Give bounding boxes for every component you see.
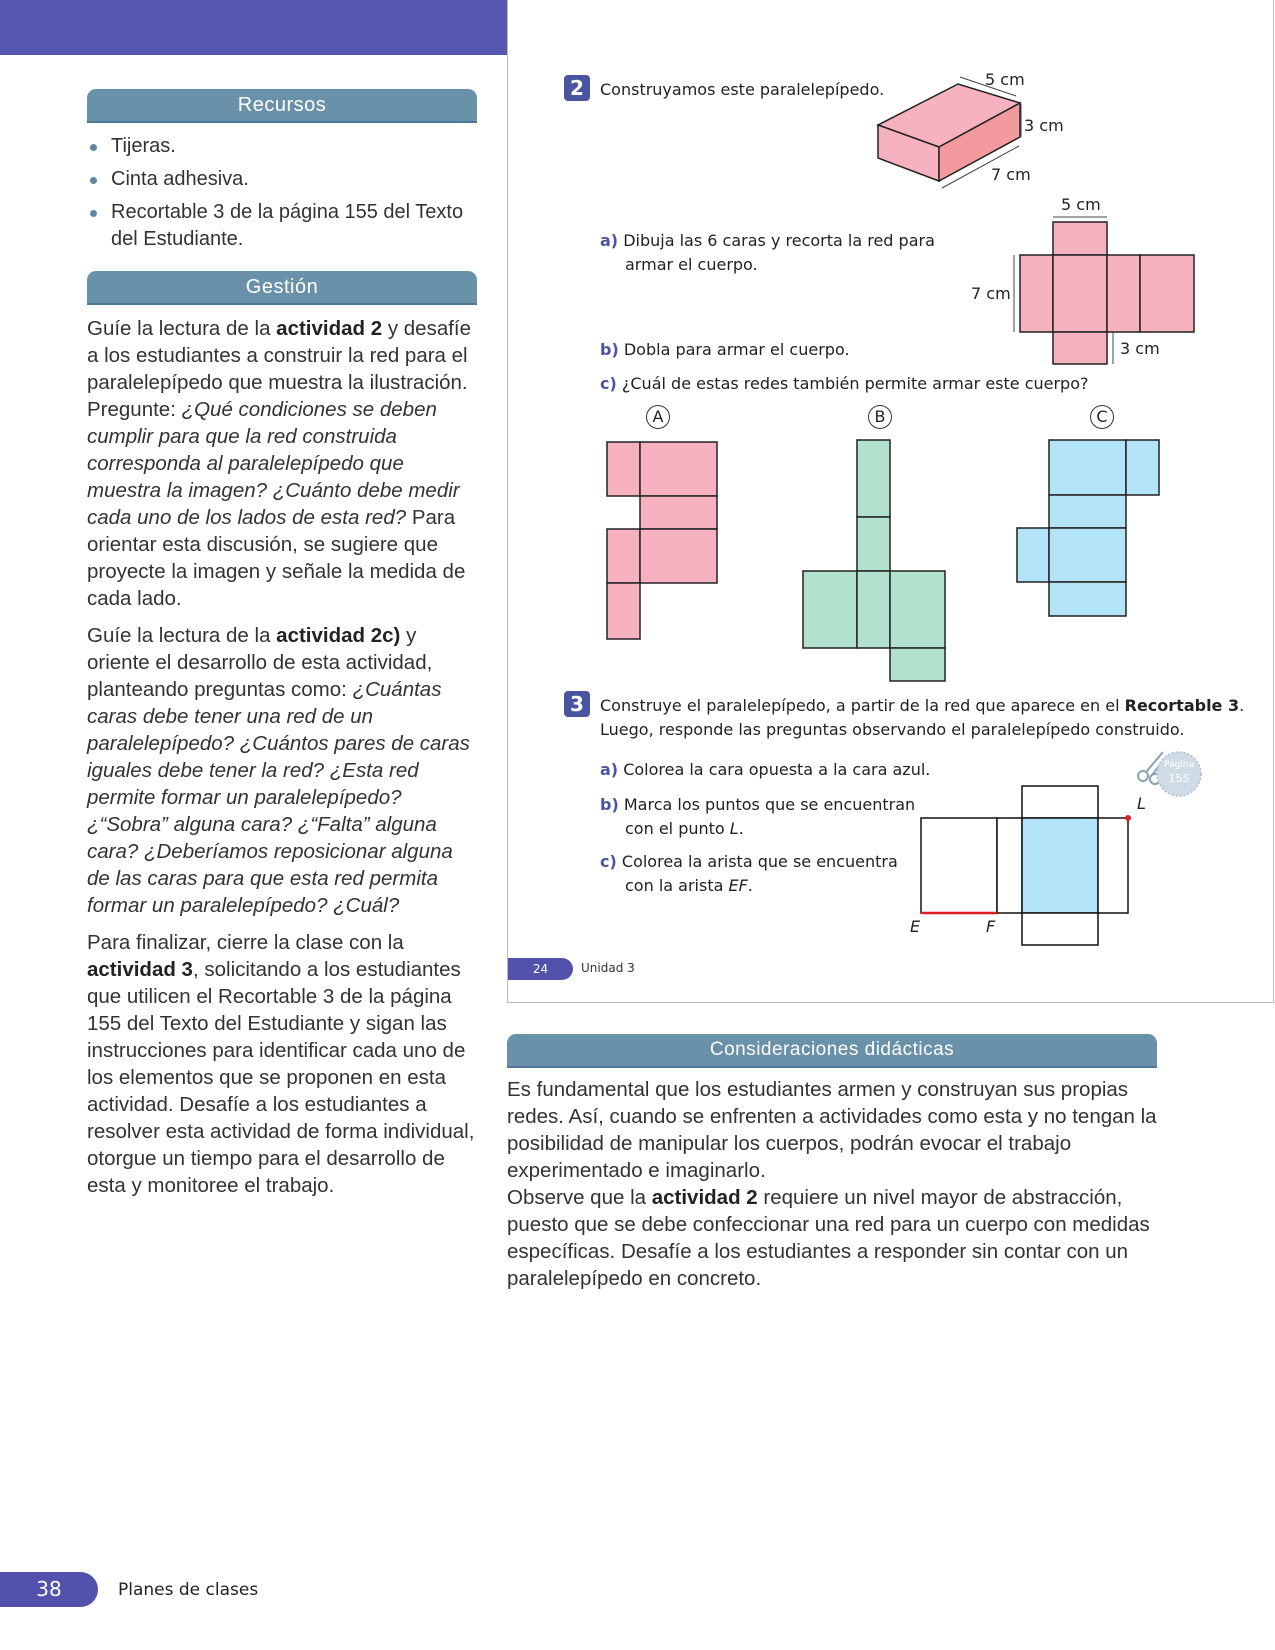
- consideraciones-section: [507, 1034, 1157, 1292]
- activity-2a: a) Dibuja las 6 caras y recorta la red para: [600, 231, 935, 250]
- student-page-thumbnail: [507, 0, 1274, 1003]
- net-dim-top: 5 cm: [1061, 195, 1101, 214]
- consideraciones-header: Consideraciones didácticas: [507, 1034, 1157, 1068]
- activity-2a-cont: armar el cuerpo.: [625, 255, 758, 274]
- box-dim-top: 5 cm: [985, 70, 1025, 89]
- consideraciones-paragraph-1: Es fundamental que los estudiantes armen y construyan sus propias redes. Así, cuando se enfrenten a actividades como esta y no tengan la posibilidad de manipular los cuerpos, podrán evocar el trabajo experimentado e imaginarlo.: [507, 1078, 1157, 1182]
- net-dim-right: 3 cm: [1120, 339, 1160, 358]
- list-item: Tijeras.: [87, 133, 477, 160]
- box-dim-right: 3 cm: [1024, 116, 1064, 135]
- student-page-number: 24: [508, 958, 573, 980]
- net-dim-left: 7 cm: [971, 284, 1011, 303]
- top-color-bar: [0, 0, 507, 55]
- label-l: L: [1137, 794, 1146, 813]
- activity-3b-cont: con el punto L.: [625, 819, 744, 838]
- consideraciones-paragraph-2: Observe que la actividad 2 requiere un nivel mayor de abstracción, puesto que se debe confeccionar una red para un cuerpo con medidas específicas. Desafíe a los estudiantes a responder sin contar con un paralelepípedo en concreto.: [507, 1186, 1150, 1290]
- activity-2-number: 2: [564, 75, 590, 101]
- activity-3c: c) Colorea la arista que se encuentra: [600, 852, 898, 871]
- activity-3a: a) Colorea la cara opuesta a la cara azul.: [600, 760, 931, 779]
- activity-3b: b) Marca los puntos que se encuentran: [600, 795, 916, 814]
- activity-3-net: [508, 0, 1275, 1000]
- recursos-list: [87, 133, 477, 253]
- gestion-paragraph-1: Guíe la lectura de la actividad 2 y desafíe a los estudiantes a construir la red para el paralelepípedo que muestra la ilustración. Pregunte: ¿Qué condiciones se deben cumplir para que la red construida corresponda al paralelepípedo que muestra la imagen? ¿Cuánto debe medir cada uno de los lados de esta red? Para orientar esta discusión, se sugiere que proyecte la imagen y señale la medida de cada lado.: [87, 317, 472, 610]
- option-b-label: B: [868, 405, 892, 429]
- recursos-header: Recursos: [87, 89, 477, 123]
- left-column: [87, 89, 477, 1199]
- gestion-header: Gestión: [87, 271, 477, 305]
- label-f: F: [986, 917, 996, 936]
- student-page-unit: Unidad 3: [581, 961, 635, 975]
- footer-label: Planes de clases: [118, 1580, 259, 1600]
- stamp-label: Página: [1164, 760, 1194, 770]
- activity-3c-cont: con la arista EF.: [625, 876, 753, 895]
- label-e: E: [910, 917, 921, 936]
- box-dim-bottom: 7 cm: [991, 165, 1031, 184]
- option-c-label: C: [1090, 405, 1114, 429]
- point-l: [1125, 815, 1131, 821]
- activity-2b: b) Dobla para armar el cuerpo.: [600, 340, 850, 359]
- list-item: Recortable 3 de la página 155 del Texto del Estudiante.: [87, 199, 477, 253]
- option-a-label: A: [646, 405, 670, 429]
- activity-2-title: Construyamos este paralelepípedo.: [600, 80, 885, 99]
- gestion-paragraph-3: Para finalizar, cierre la clase con la actividad 3, solicitando a los estudiantes que utilicen el Recortable 3 de la página 155 del Texto del Estudiante y sigan las instrucciones para identificar cada uno de los elementos que se proponen en esta actividad. Desafíe a los estudiantes a resolver esta actividad de forma individual, otorgue un tiempo para el desarrollo de esta y monitoree el trabajo.: [87, 931, 475, 1197]
- page-number: 38: [0, 1572, 98, 1607]
- list-item: Cinta adhesiva.: [87, 166, 477, 193]
- activity-3-line2: Luego, responde las preguntas observando el paralelepípedo construido.: [600, 720, 1185, 739]
- stamp-number: 155: [1168, 772, 1190, 785]
- activity-3-line1: Construye el paralelepípedo, a partir de la red que aparece en el Recortable 3.: [600, 696, 1245, 715]
- gestion-paragraph-2: Guíe la lectura de la actividad 2c) y oriente el desarrollo de esta actividad, planteando preguntas como: ¿Cuántas caras debe tener una red de un paralelepípedo? ¿Cuántos pares de caras iguales debe tener la red? ¿Esta red permite formar un paralelepípedo? ¿“Sobra” alguna cara? ¿“Falta” alguna cara? ¿Deberíamos reposicionar alguna de las caras para que esta red permita formar un paralelepípedo? ¿Cuál?: [87, 624, 470, 917]
- activity-3-number: 3: [564, 691, 590, 717]
- activity-2c: c) ¿Cuál de estas redes también permite armar este cuerpo?: [600, 374, 1089, 393]
